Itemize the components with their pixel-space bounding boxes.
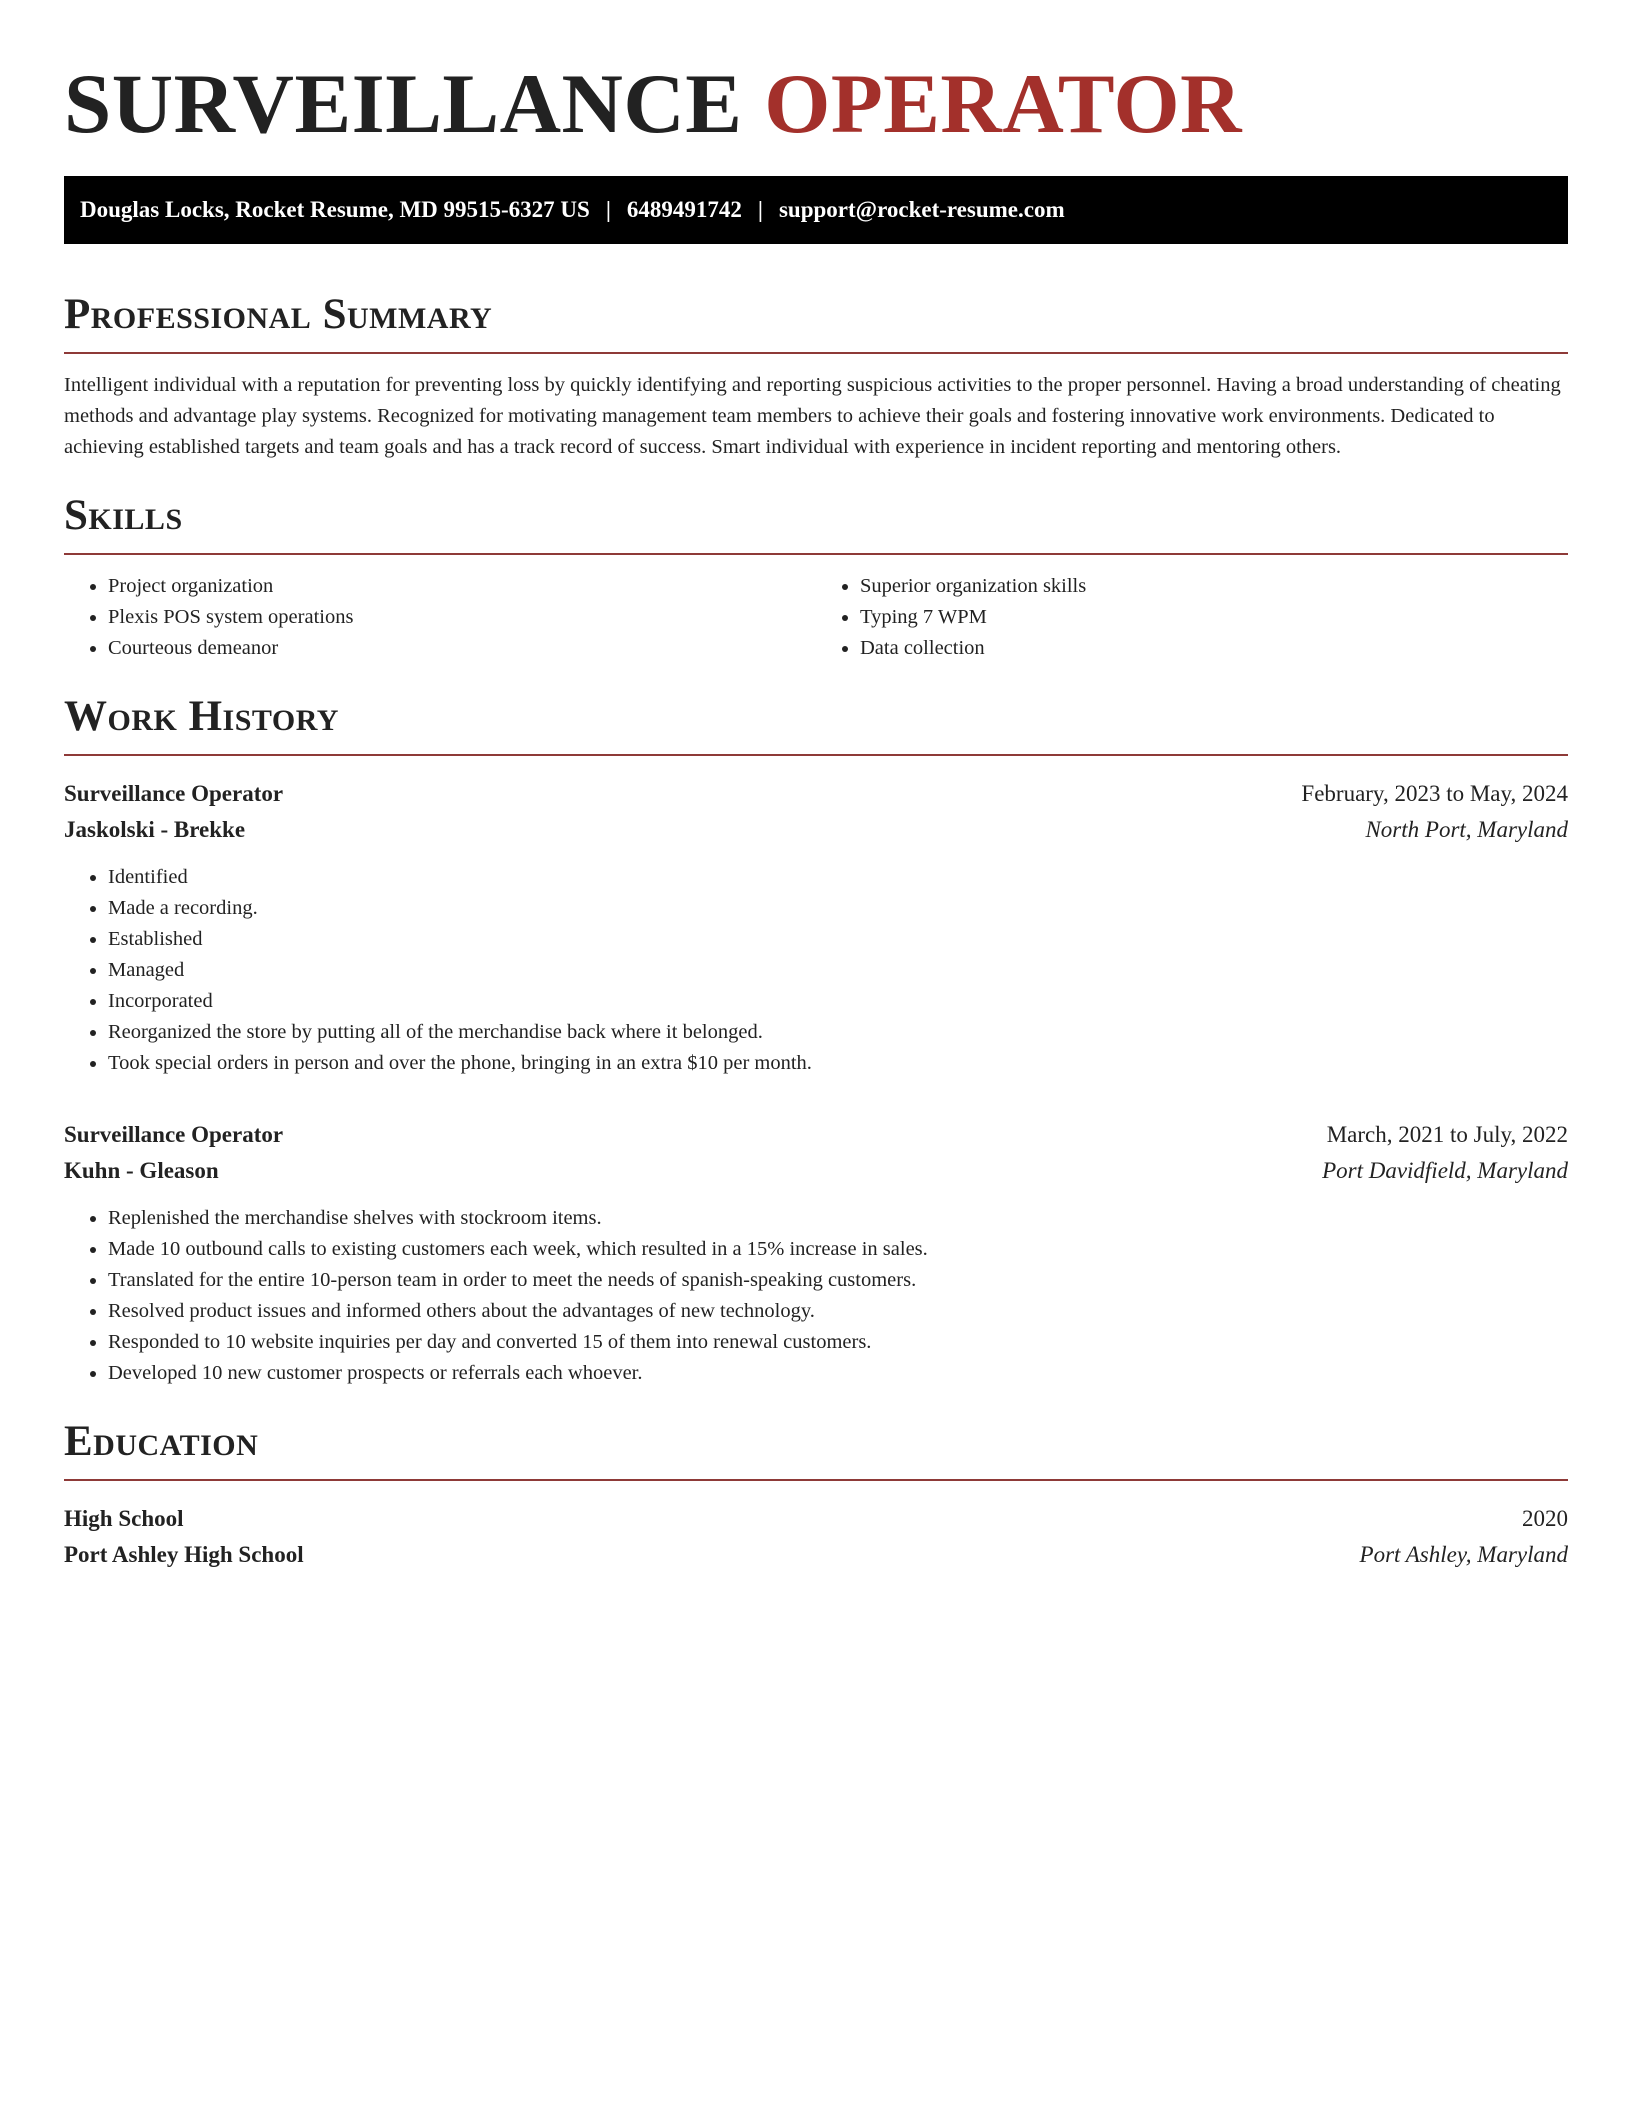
- skill-item: • Courteous demeanor: [108, 633, 816, 664]
- summary-heading: Professional Summary: [64, 291, 493, 338]
- job-bullet: • Responded to 10 website inquiries per day and converted 15 of them into renewal customers.: [108, 1327, 1568, 1358]
- job-bullet: • Took special orders in person and over the phone, bringing in an extra $10 per month.: [108, 1048, 1568, 1079]
- skills-column-right: [816, 571, 1568, 664]
- job-bullet: • Made a recording.: [108, 893, 1568, 924]
- skill-item: • Superior organization skills: [860, 571, 1568, 602]
- job-entry: [64, 776, 1568, 1079]
- education-school: Port Ashley High School: [64, 1542, 304, 1567]
- skills-section: [64, 491, 1568, 664]
- work-history-section: [64, 692, 1568, 1389]
- section-divider: [64, 352, 1568, 354]
- job-bullet: • Made 10 outbound calls to existing customers each week, which resulted in a 15% increase in sales.: [108, 1234, 1568, 1265]
- job-bullets: [64, 1203, 1568, 1389]
- education-section: [64, 1417, 1568, 1573]
- contact-address: Douglas Locks, Rocket Resume, MD 99515-6327 US: [80, 197, 590, 222]
- contact-phone: 6489491742: [626, 197, 742, 222]
- job-entry: [64, 1117, 1568, 1389]
- job-bullet: • Established: [108, 924, 1568, 955]
- job-company: Jaskolski - Brekke: [64, 817, 246, 842]
- title-part-1: SURVEILLANCE: [64, 57, 743, 151]
- job-location: North Port, Maryland: [1365, 817, 1568, 842]
- job-company: Kuhn - Gleason: [64, 1158, 219, 1183]
- job-header-row: [64, 1117, 1568, 1153]
- job-bullet: • Identified: [108, 862, 1568, 893]
- job-location: Port Davidfield, Maryland: [1322, 1158, 1568, 1183]
- job-header-row: [64, 776, 1568, 812]
- job-company-row: [64, 812, 1568, 848]
- skill-item: • Typing 7 WPM: [860, 602, 1568, 633]
- contact-separator: |: [605, 197, 611, 222]
- skill-item: • Project organization: [108, 571, 816, 602]
- job-title: Surveillance Operator: [64, 781, 284, 806]
- education-year: 2020: [1522, 1506, 1568, 1531]
- summary-section: [64, 290, 1568, 463]
- job-bullet: • Managed: [108, 955, 1568, 986]
- skill-item: • Data collection: [860, 633, 1568, 664]
- job-company-row: [64, 1153, 1568, 1189]
- resume-title: [64, 56, 1568, 152]
- job-title: Surveillance Operator: [64, 1122, 284, 1147]
- education-heading: Education: [64, 1418, 259, 1465]
- education-header-row: [64, 1501, 1568, 1537]
- education-location: Port Ashley, Maryland: [1359, 1542, 1568, 1567]
- contact-separator: |: [757, 197, 763, 222]
- section-divider: [64, 553, 1568, 555]
- skills-list: [64, 571, 1568, 664]
- job-bullet: • Developed 10 new customer prospects or referrals each whoever.: [108, 1358, 1568, 1389]
- job-bullets: [64, 862, 1568, 1079]
- title-part-2: OPERATOR: [764, 57, 1243, 151]
- summary-text: Intelligent individual with a reputation for preventing loss by quickly identifying and reporting suspicious activities to the proper personnel. Having a broad understanding of cheating methods and advantage play systems. Recognized for motivating management team members to achieve their goals and fostering innovative work environments. Dedicated to achieving established targets and team goals and has a track record of success. Smart individual with experience in incident reporting and mentoring others.: [64, 374, 1561, 458]
- work-history-heading: Work History: [64, 693, 339, 740]
- section-divider: [64, 1479, 1568, 1481]
- job-bullet: • Resolved product issues and informed others about the advantages of new technology.: [108, 1296, 1568, 1327]
- job-dates: February, 2023 to May, 2024: [1301, 781, 1568, 806]
- job-bullet: • Translated for the entire 10-person team in order to meet the needs of spanish-speaking customers.: [108, 1265, 1568, 1296]
- education-entry: [64, 1501, 1568, 1573]
- skills-heading: Skills: [64, 492, 183, 539]
- contact-email: support@rocket-resume.com: [778, 197, 1065, 222]
- job-bullet: • Replenished the merchandise shelves with stockroom items.: [108, 1203, 1568, 1234]
- education-school-row: [64, 1537, 1568, 1573]
- contact-bar: [64, 176, 1568, 244]
- skills-column-left: [64, 571, 816, 664]
- job-bullet: • Incorporated: [108, 986, 1568, 1017]
- skill-item: • Plexis POS system operations: [108, 602, 816, 633]
- job-bullet: • Reorganized the store by putting all of the merchandise back where it belonged.: [108, 1017, 1568, 1048]
- job-dates: March, 2021 to July, 2022: [1326, 1122, 1568, 1147]
- section-divider: [64, 754, 1568, 756]
- education-degree: High School: [64, 1506, 184, 1531]
